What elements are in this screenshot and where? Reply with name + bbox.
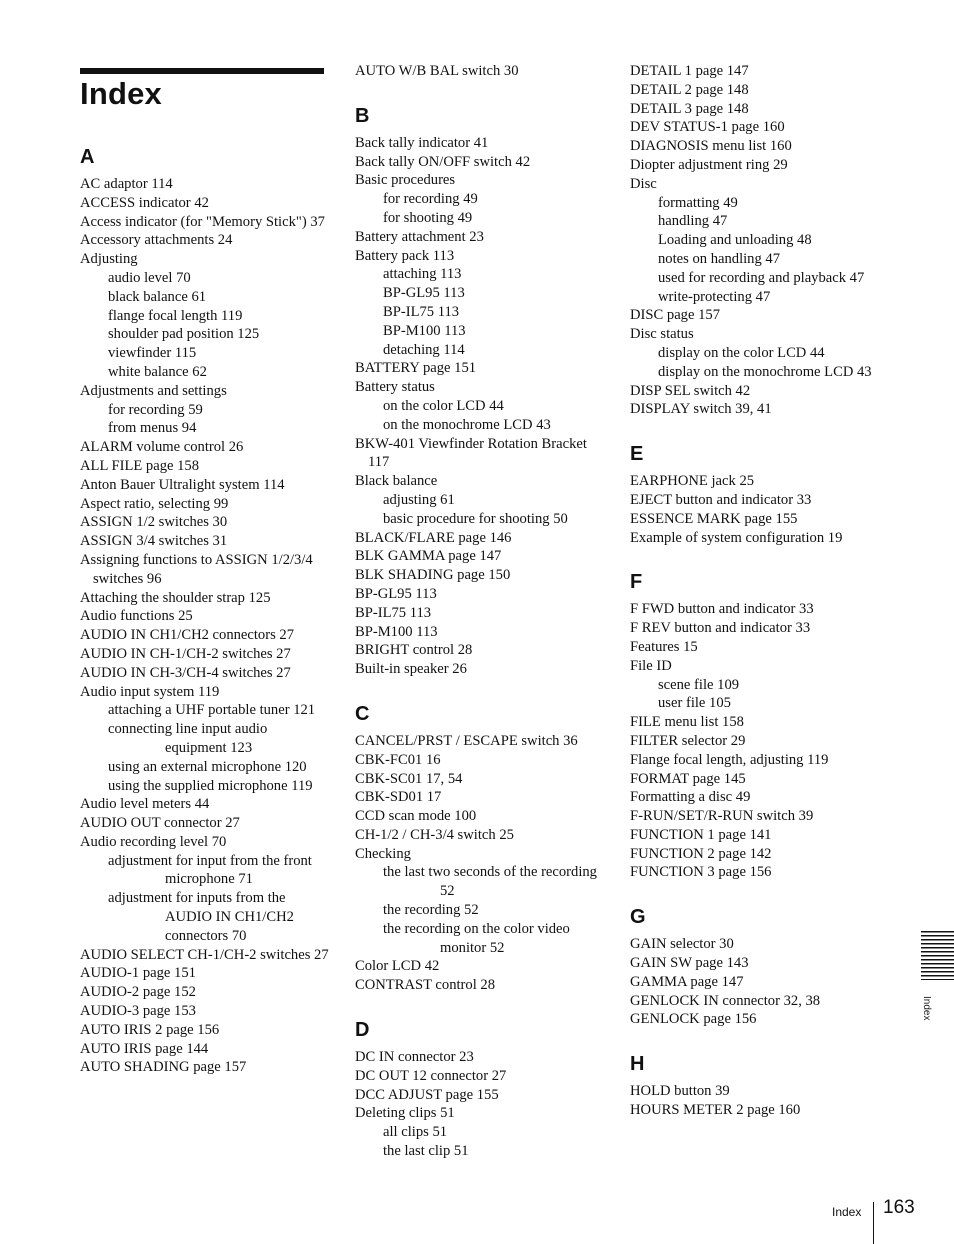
index-entry: AUDIO OUT connector 27 xyxy=(80,815,240,832)
index-entry: GAIN SW page 143 xyxy=(630,955,749,972)
index-entry: GENLOCK IN connector 32, 38 xyxy=(630,992,821,1009)
index-entry: DC IN connector 23 xyxy=(355,1049,474,1066)
index-subentry: the recording 52 xyxy=(383,902,479,919)
index-subentry: attaching 113 xyxy=(383,266,462,283)
index-entry: BLACK/FLARE page 146 xyxy=(355,529,512,546)
index-entry: Basic procedures xyxy=(355,172,456,189)
side-tab-label: Index xyxy=(921,996,932,1021)
index-subentry: shoulder pad position 125 xyxy=(108,326,260,343)
index-entry: AUTO W/B BAL switch 30 xyxy=(355,63,519,79)
index-entry: Assigning functions to ASSIGN 1/2/3/4 switches 96 xyxy=(80,551,313,587)
index-entry: DETAIL 2 page 148 xyxy=(630,81,749,98)
index-entry: DISC page 157 xyxy=(630,307,720,324)
index-entry: GAIN selector 30 xyxy=(630,936,734,953)
index-entry: ALARM volume control 26 xyxy=(80,439,244,456)
index-subentry: display on the monochrome LCD 43 xyxy=(658,363,872,380)
index-entry: BLK SHADING page 150 xyxy=(355,567,511,584)
index-subentry: using the supplied microphone 119 xyxy=(108,777,313,794)
section-letter-b: B xyxy=(355,104,370,127)
index-entry: F REV button and indicator 33 xyxy=(630,620,811,637)
index-subentry: viewfinder 115 xyxy=(108,345,197,362)
footer-divider xyxy=(873,1202,874,1244)
index-entry: FORMAT page 145 xyxy=(630,770,746,787)
index-entry: AC adaptor 114 xyxy=(80,176,173,192)
index-entry: Checking xyxy=(355,845,411,862)
index-subentry: attaching a UHF portable tuner 121 xyxy=(108,702,316,719)
section-letter-d: D xyxy=(355,1019,370,1042)
page-title: Index xyxy=(80,76,162,111)
index-entry: HOLD button 39 xyxy=(630,1083,730,1100)
index-entry: Accessory attachments 24 xyxy=(80,232,233,249)
index-entry: EARPHONE jack 25 xyxy=(630,473,755,490)
index-entry: File ID xyxy=(630,657,672,674)
index-subentry: using an external microphone 120 xyxy=(108,758,307,775)
index-subentry: user file 105 xyxy=(658,695,731,712)
index-subentry: adjustment for inputs from the AUDIO IN CH1/CH2 connectors 70 xyxy=(108,890,294,944)
index-entry: Adjusting xyxy=(80,251,138,268)
index-subentry: connecting line input audio equipment 123 xyxy=(108,721,268,756)
index-subentry: scene file 109 xyxy=(658,676,740,693)
index-entry: CCD scan mode 100 xyxy=(355,808,477,825)
index-entry: Disc xyxy=(630,175,657,192)
index-entry: Battery attachment 23 xyxy=(355,228,484,245)
index-entry: FUNCTION 2 page 142 xyxy=(630,845,772,862)
section-letter-c: C xyxy=(355,702,370,725)
index-subentry: on the monochrome LCD 43 xyxy=(383,416,551,433)
index-column-2 xyxy=(355,62,610,1161)
index-subentry: detaching 114 xyxy=(383,341,465,358)
index-entry: BP-IL75 113 xyxy=(355,604,432,621)
index-column-1 xyxy=(80,146,330,1077)
index-entry: Black balance xyxy=(355,473,438,490)
index-entry: CONTRAST control 28 xyxy=(355,977,495,994)
index-entry: AUTO SHADING page 157 xyxy=(80,1059,247,1076)
index-entry: DISP SEL switch 42 xyxy=(630,382,751,399)
index-entry: FILE menu list 158 xyxy=(630,714,744,731)
index-subentry: display on the color LCD 44 xyxy=(658,344,825,361)
index-column-3 xyxy=(630,62,875,1120)
index-entry: CANCEL/PRST / ESCAPE switch 36 xyxy=(355,732,578,749)
section-letter-g: G xyxy=(630,906,646,929)
index-subentry: notes on handling 47 xyxy=(658,250,781,267)
thumb-index-marker xyxy=(921,931,954,980)
index-subentry: formatting 49 xyxy=(658,194,738,211)
index-entry: CBK-SD01 17 xyxy=(355,789,442,806)
index-entry: ALL FILE page 158 xyxy=(80,457,200,474)
index-entry: DCC ADJUST page 155 xyxy=(355,1086,499,1103)
index-subentry: write-protecting 47 xyxy=(658,288,771,305)
index-subentry: the last clip 51 xyxy=(383,1143,469,1160)
index-entry: BLK GAMMA page 147 xyxy=(355,548,502,565)
index-entry: FUNCTION 3 page 156 xyxy=(630,864,772,881)
index-subentry: on the color LCD 44 xyxy=(383,397,504,414)
index-entry: AUDIO SELECT CH-1/CH-2 switches 27 xyxy=(80,946,329,963)
index-entry: Flange focal length, adjusting 119 xyxy=(630,751,829,768)
index-subentry: for recording 59 xyxy=(108,401,203,418)
index-subentry: the recording on the color video monitor 52 xyxy=(383,920,570,956)
index-entry: DC OUT 12 connector 27 xyxy=(355,1067,507,1084)
footer-section-label: Index xyxy=(832,1205,862,1219)
section-letter-h: H xyxy=(630,1053,645,1076)
index-entry: GAMMA page 147 xyxy=(630,973,744,990)
index-entry: Audio recording level 70 xyxy=(80,833,227,850)
index-subentry: all clips 51 xyxy=(383,1124,448,1141)
index-subentry: audio level 70 xyxy=(108,269,191,286)
index-entry: BATTERY page 151 xyxy=(355,360,477,377)
index-entry: DISPLAY switch 39, 41 xyxy=(630,401,772,418)
index-entry: ACCESS indicator 42 xyxy=(80,194,209,211)
index-entry: BP-GL95 113 xyxy=(355,585,437,602)
index-entry: Deleting clips 51 xyxy=(355,1105,455,1122)
index-entry: FILTER selector 29 xyxy=(630,732,746,749)
index-entry: DIAGNOSIS menu list 160 xyxy=(630,138,792,155)
index-entry: Example of system configuration 19 xyxy=(630,529,843,546)
index-entry: Aspect ratio, selecting 99 xyxy=(80,495,229,512)
index-entry: Access indicator (for "Memory Stick") 37 xyxy=(80,213,325,230)
index-entry: Audio input system 119 xyxy=(80,683,220,700)
index-entry: AUTO IRIS 2 page 156 xyxy=(80,1021,220,1038)
index-entry: GENLOCK page 156 xyxy=(630,1011,757,1028)
index-entry: HOURS METER 2 page 160 xyxy=(630,1102,801,1119)
index-entry: Back tally indicator 41 xyxy=(355,134,489,151)
index-subentry: BP-GL95 113 xyxy=(383,285,465,302)
index-subentry: the last two seconds of the recording 52 xyxy=(383,864,597,900)
index-entry: CBK-SC01 17, 54 xyxy=(355,770,463,787)
index-entry: AUDIO-2 page 152 xyxy=(80,984,196,1001)
index-subentry: handling 47 xyxy=(658,213,728,230)
index-subentry: adjustment for input from the front microphone 71 xyxy=(108,852,312,888)
index-entry: BKW-401 Viewfinder Rotation Bracket 117 xyxy=(355,435,587,471)
index-entry: ASSIGN 1/2 switches 30 xyxy=(80,514,228,531)
index-entry: Color LCD 42 xyxy=(355,958,440,975)
index-subentry: Loading and unloading 48 xyxy=(658,232,812,249)
index-entry: CH-1/2 / CH-3/4 switch 25 xyxy=(355,826,514,843)
index-entry: CBK-FC01 16 xyxy=(355,751,441,768)
index-entry: AUDIO IN CH-1/CH-2 switches 27 xyxy=(80,645,291,662)
index-entry: Disc status xyxy=(630,326,694,343)
index-entry: Anton Bauer Ultralight system 114 xyxy=(80,476,285,493)
index-entry: Formatting a disc 49 xyxy=(630,789,751,806)
index-entry: DETAIL 1 page 147 xyxy=(630,63,749,79)
index-entry: AUDIO IN CH-3/CH-4 switches 27 xyxy=(80,664,291,681)
index-entry: BP-M100 113 xyxy=(355,623,438,640)
index-entry: Built-in speaker 26 xyxy=(355,661,467,678)
index-entry: AUDIO-1 page 151 xyxy=(80,965,196,982)
index-entry: FUNCTION 1 page 141 xyxy=(630,826,772,843)
index-subentry: flange focal length 119 xyxy=(108,307,243,324)
index-subentry: black balance 61 xyxy=(108,288,207,305)
index-entry: EJECT button and indicator 33 xyxy=(630,491,812,508)
index-subentry: BP-M100 113 xyxy=(383,322,466,339)
index-subentry: used for recording and playback 47 xyxy=(658,269,865,286)
index-entry: Audio level meters 44 xyxy=(80,796,210,813)
index-entry: Features 15 xyxy=(630,638,698,655)
index-entry: ESSENCE MARK page 155 xyxy=(630,510,798,527)
index-subentry: basic procedure for shooting 50 xyxy=(383,510,568,527)
index-entry: AUTO IRIS page 144 xyxy=(80,1040,209,1057)
index-entry: DEV STATUS-1 page 160 xyxy=(630,119,785,136)
index-entry: Diopter adjustment ring 29 xyxy=(630,156,788,173)
section-letter-a: A xyxy=(80,146,95,168)
index-entry: F-RUN/SET/R-RUN switch 39 xyxy=(630,808,814,825)
index-subentry: for shooting 49 xyxy=(383,209,473,226)
index-entry: Adjustments and settings xyxy=(80,382,227,399)
section-letter-f: F xyxy=(630,571,643,594)
index-entry: F FWD button and indicator 33 xyxy=(630,601,814,618)
index-entry: Back tally ON/OFF switch 42 xyxy=(355,153,531,170)
index-entry: BRIGHT control 28 xyxy=(355,642,473,659)
index-subentry: BP-IL75 113 xyxy=(383,303,460,320)
index-entry: Battery pack 113 xyxy=(355,247,455,264)
index-entry: DETAIL 3 page 148 xyxy=(630,100,749,117)
index-subentry: white balance 62 xyxy=(108,363,207,380)
index-entry: ASSIGN 3/4 switches 31 xyxy=(80,533,228,550)
index-entry: Attaching the shoulder strap 125 xyxy=(80,589,271,606)
index-entry: AUDIO-3 page 153 xyxy=(80,1003,196,1020)
index-subentry: for recording 49 xyxy=(383,191,478,208)
index-entry: Battery status xyxy=(355,379,435,396)
page-number: 163 xyxy=(883,1197,915,1218)
index-entry: Audio functions 25 xyxy=(80,608,193,625)
index-entry: AUDIO IN CH1/CH2 connectors 27 xyxy=(80,627,295,644)
index-subentry: adjusting 61 xyxy=(383,491,455,508)
index-subentry: from menus 94 xyxy=(108,420,197,437)
section-letter-e: E xyxy=(630,443,644,466)
